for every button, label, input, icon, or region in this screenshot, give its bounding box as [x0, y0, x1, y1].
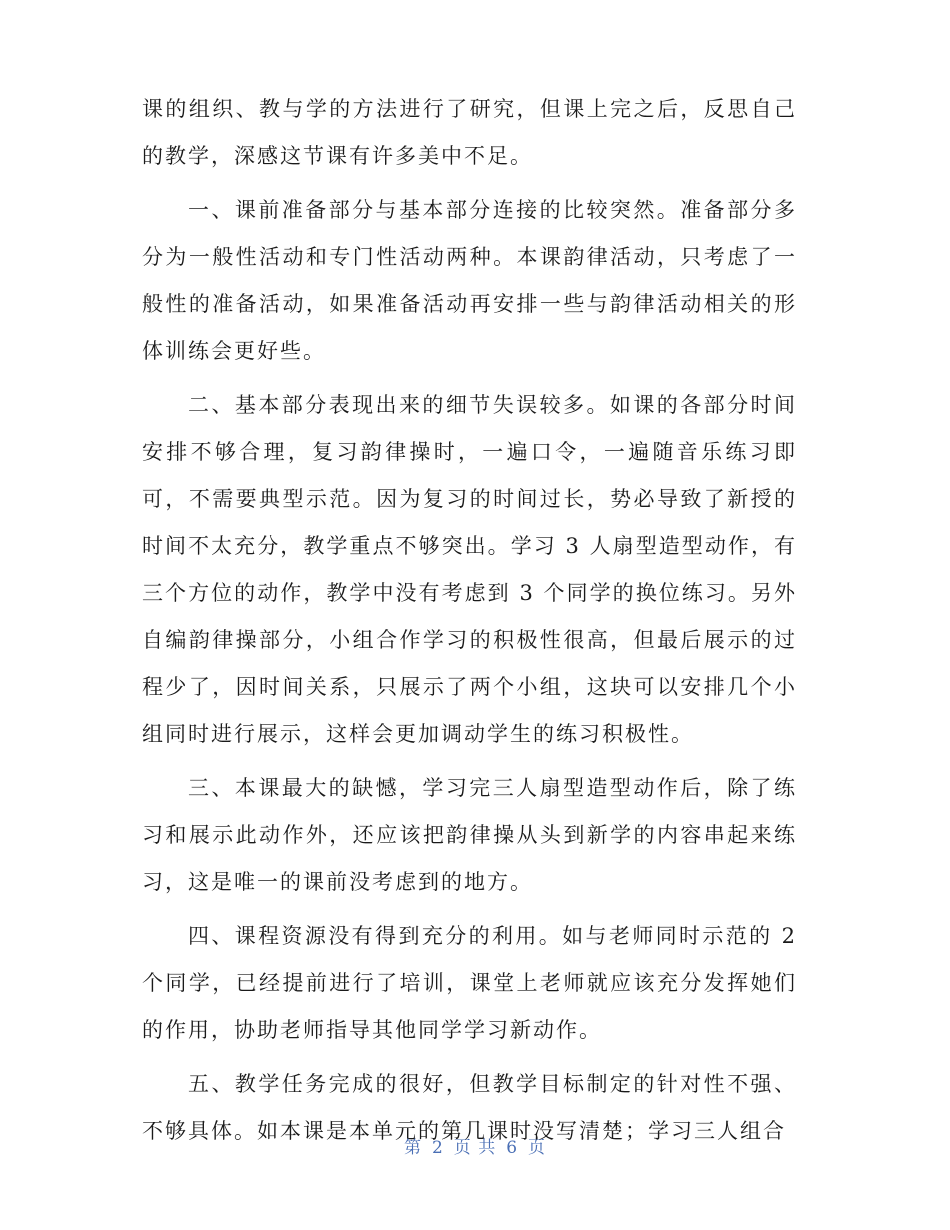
paragraph-point-1: 一、课前准备部分与基本部分连接的比较突然。准备部分多分为一般性活动和专门性活动两种。本课韵律活动，只考虑了一般性的准备活动，如果准备活动再安排一些与韵律活动相关的形体训练会更好些。 — [142, 198, 797, 363]
document-body — [142, 86, 797, 1155]
page-number-footer — [0, 1133, 950, 1158]
footer-middle: 页 共 — [453, 1138, 497, 1158]
paragraph-point-5: 五、教学任务完成的很好，但教学目标制定的针对性不强、不够具体。如本课是本单元的第几课时没写清楚；学习三人组合 — [142, 1072, 797, 1143]
footer-prefix: 第 — [403, 1138, 422, 1158]
paragraph-intro: 课的组织、教与学的方法进行了研究，但课上完之后，反思自己的教学，深感这节课有许多美中不足。 — [142, 97, 797, 168]
paragraph-point-4: 四、课程资源没有得到充分的利用。如与老师同时示范的 2 个同学，已经提前进行了培训，课堂上老师就应该充分发挥她们的作用，协助老师指导其他同学学习新动作。 — [142, 924, 797, 1042]
footer-total-pages: 6 — [506, 1138, 519, 1158]
paragraph-point-2: 二、基本部分表现出来的细节失误较多。如课的各部分时间安排不够合理，复习韵律操时，一遍口令，一遍随音乐练习即可，不需要典型示范。因为复习的时间过长，势必导致了新授的时间不太充分，教学重点不够突出。学习 3 人扇型造型动作，有三个方位的动作，教学中没有考虑到 3 个同学的换位练习。另外自编韵律操部分，小组合作学习的积极性很高，但最后展示的过程少了，因时间关系，只展示了两个小组，这块可以安排几个小组同时进行展示，这样会更加调动学生的练习积极性。 — [142, 393, 797, 746]
paragraph-point-3: 三、本课最大的缺憾，学习完三人扇型造型动作后，除了练习和展示此动作外，还应该把韵律操从头到新学的内容串起来练习，这是唯一的课前没考虑到的地方。 — [142, 776, 797, 894]
footer-current-page: 2 — [431, 1138, 444, 1158]
footer-suffix: 页 — [528, 1138, 547, 1158]
